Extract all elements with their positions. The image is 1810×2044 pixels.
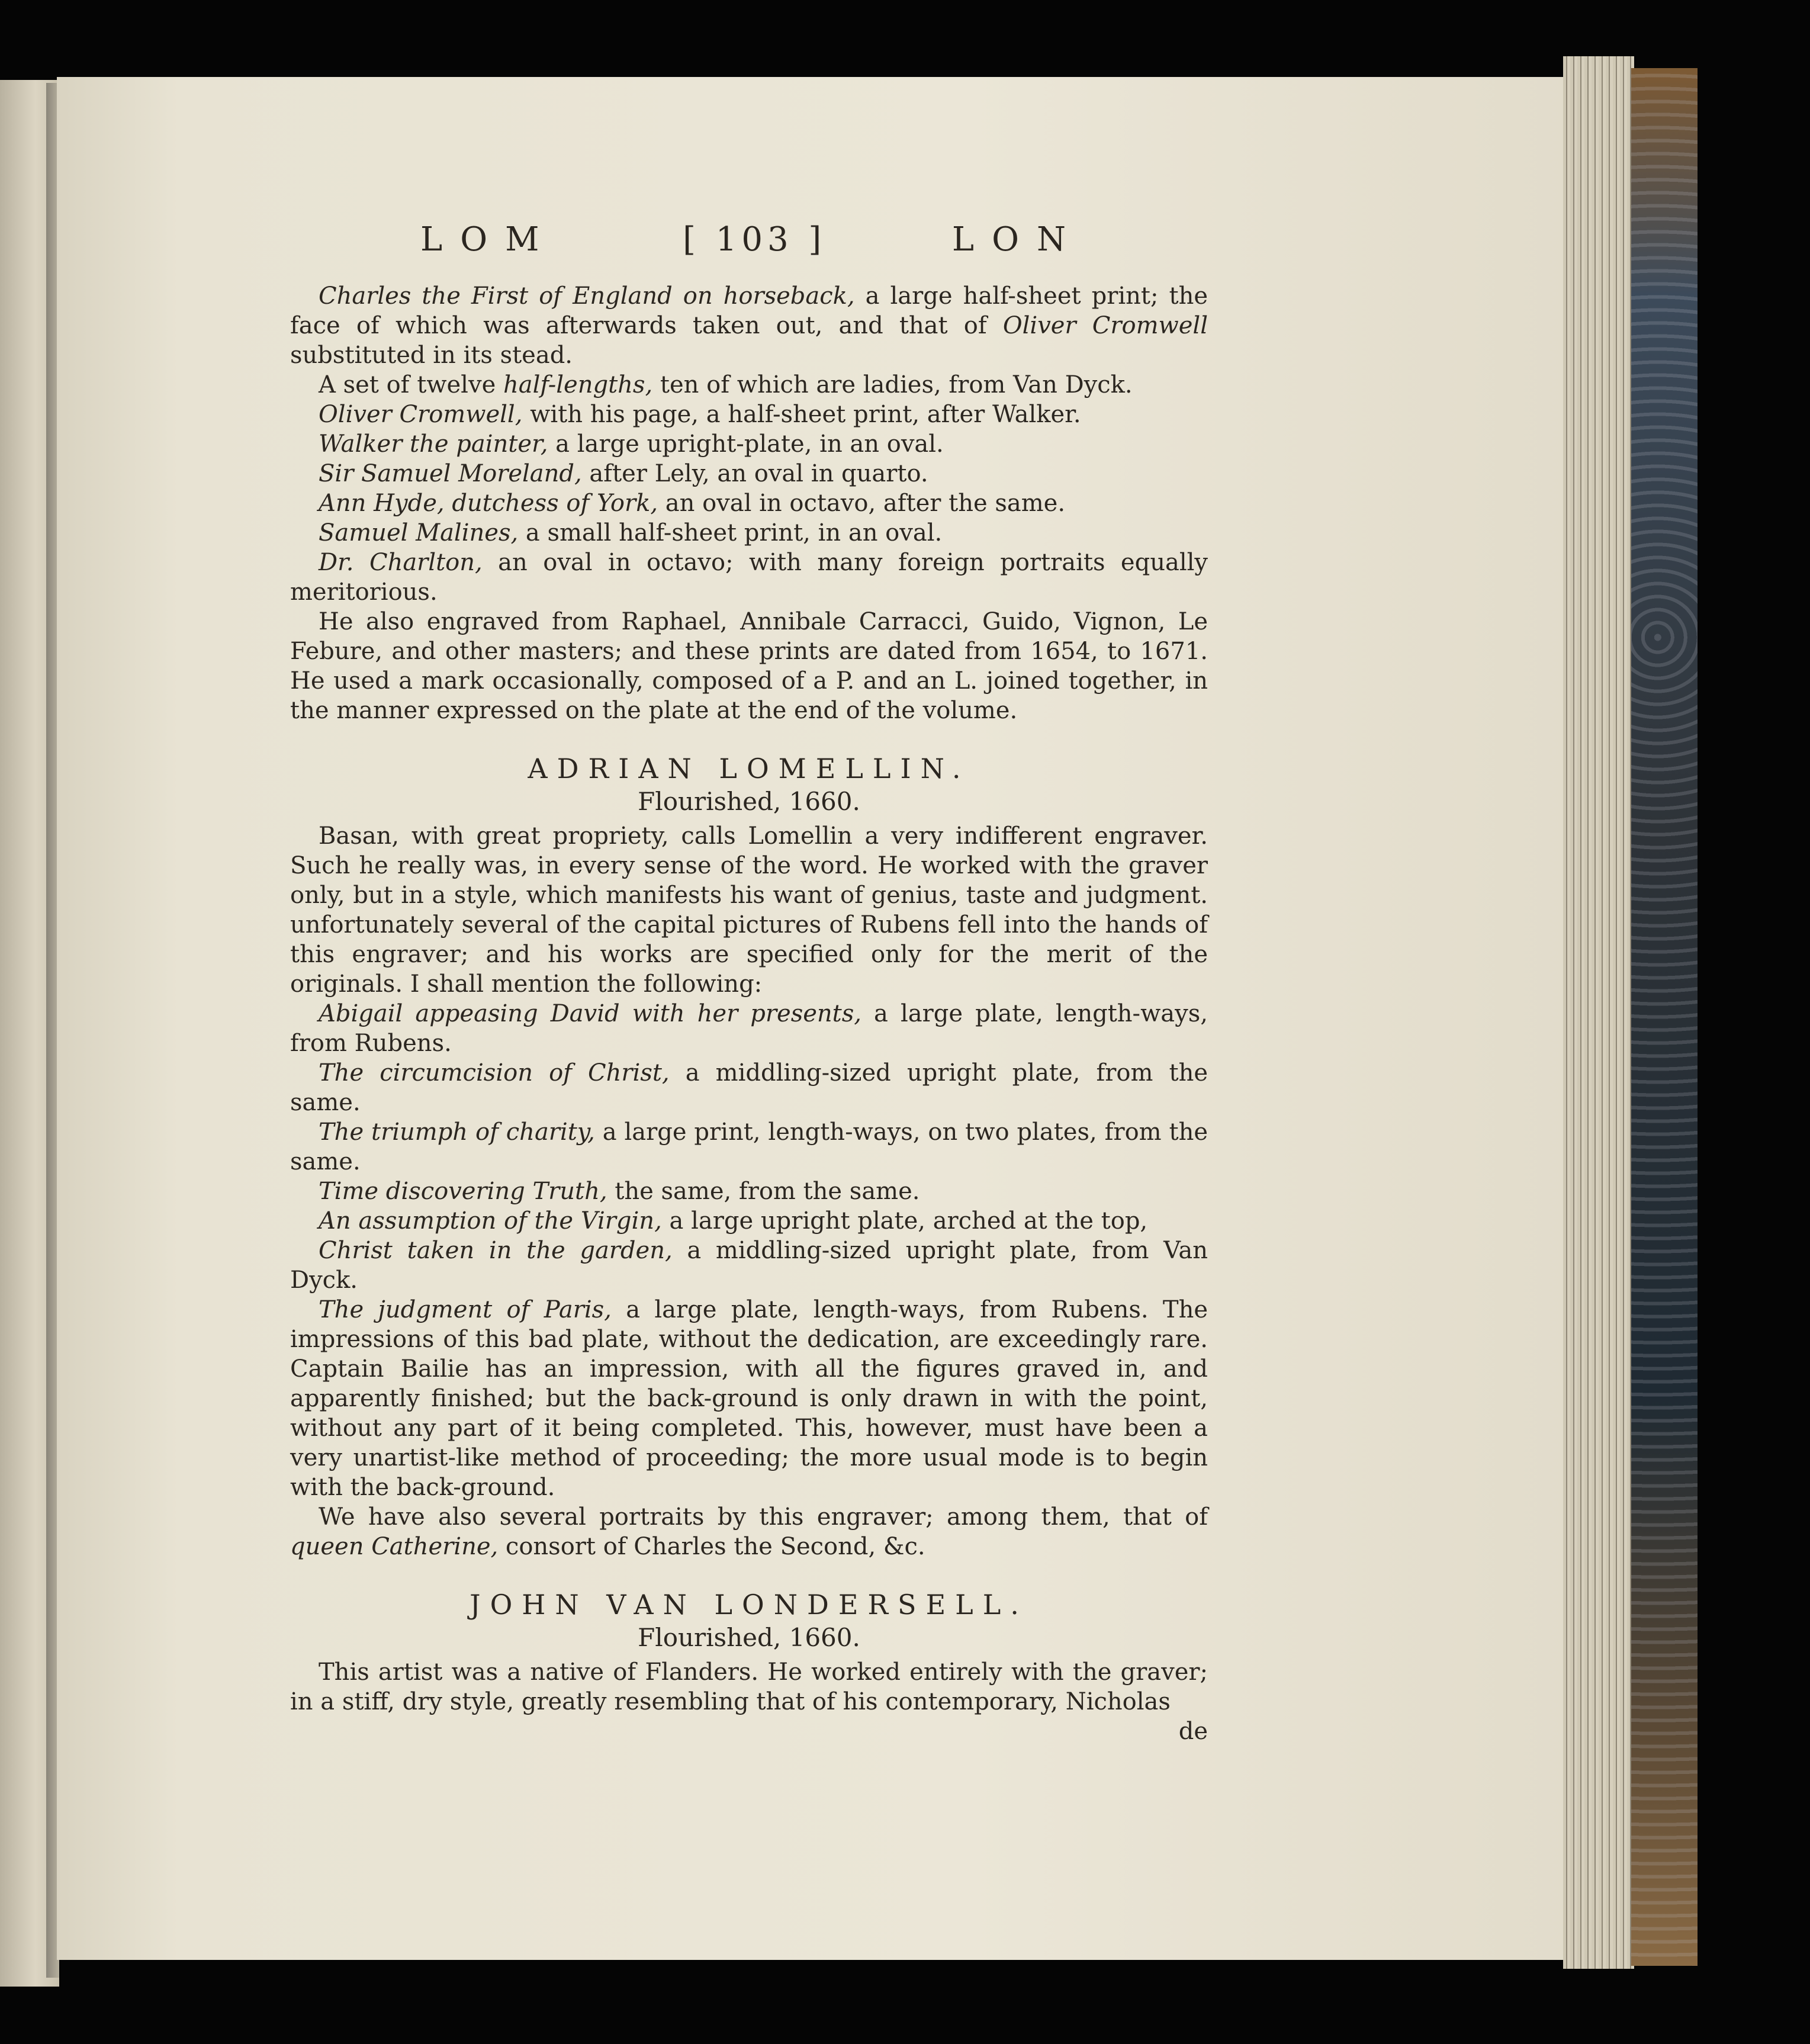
entry-paragraph: The circumcision of Christ, a middling-sized upright plate, from the same. <box>290 1059 1208 1116</box>
entry-paragraph: Christ taken in the garden, a middling-sized upright plate, from Van Dyck. <box>290 1237 1208 1294</box>
page-number: [ 103 ] <box>683 220 827 259</box>
entry-paragraph: Walker the painter, a large upright-plate, in an oval. <box>319 430 944 458</box>
marbled-cover-board <box>1631 68 1698 1966</box>
entry-paragraph: Sir Samuel Moreland, after Lely, an oval in quarto. <box>319 460 928 487</box>
entry-paragraph: The judgment of Paris, a large plate, length-ways, from Rubens. The impressions of this bad plate, without the dedication, are exceedingly rare. Captain Bailie has an impression, with all the figures graved in, and apparently finished; but the back-ground is only drawn in with the point, without any part of it being completed. This, however, must have been a very unartist-like method of proceeding; the more usual mode is to begin with the back-ground. <box>290 1296 1208 1501</box>
body-paragraph: Basan, with great propriety, calls Lomellin a very indifferent engraver. Such he really was, in every sense of the word. He worked with the graver only, but in a style, which manifests his want of genius, taste and judgment. unfortunately several of the capital pictures of Rubens fell into the hands of this engraver; and his works are specified only for the merit of the originals. I shall mention the following: <box>290 822 1208 998</box>
entry-paragraph: Ann Hyde, dutchess of York, an oval in octavo, after the same. <box>319 490 1066 517</box>
page-text <box>290 220 1208 1746</box>
page-fore-edge <box>1563 56 1634 1969</box>
entry-paragraph: Oliver Cromwell, with his page, a half-sheet print, after Walker. <box>319 401 1081 428</box>
artist-heading: ADRIAN LOMELLIN. <box>528 753 970 785</box>
entry-paragraph: Time discovering Truth, the same, from the same. <box>319 1178 920 1205</box>
flourished-date: Flourished, 1660. <box>638 1623 860 1652</box>
flourished-date: Flourished, 1660. <box>638 787 860 816</box>
entry-paragraph: Dr. Charlton, an oval in octavo; with many foreign portraits equally meritorious. <box>290 549 1208 606</box>
entry-paragraph: Charles the First of England on horseback, a large half-sheet print; the face of which was afterwards taken out, and that of Oliver Cromwell substituted in its stead. <box>290 282 1208 369</box>
catchword: de <box>1178 1718 1208 1745</box>
entry-paragraph: Abigail appeasing David with her presents, a large plate, length-ways, from Rubens. <box>290 1000 1208 1057</box>
entry-paragraph: A set of twelve half-lengths, ten of which are ladies, from Van Dyck. <box>319 371 1133 398</box>
entry-paragraph: An assumption of the Virgin, a large upright plate, arched at the top, <box>319 1207 1148 1235</box>
header-right: LON <box>951 220 1084 259</box>
entry-paragraph: The triumph of charity, a large print, length-ways, on two plates, from the same. <box>290 1119 1208 1175</box>
artist-heading: JOHN VAN LONDERSELL. <box>470 1589 1028 1621</box>
body-paragraph: This artist was a native of Flanders. He worked entirely with the graver; in a stiff, dry style, greatly resembling that of his contemporary, Nicholas <box>290 1659 1208 1715</box>
header-left: LOM <box>420 220 557 259</box>
entry-paragraph: We have also several portraits by this engraver; among them, that of queen Catherine, consort of Charles the Second, &c. <box>290 1503 1208 1560</box>
body-paragraph: He also engraved from Raphael, Annibale Carracci, Guido, Vignon, Le Febure, and other masters; and these prints are dated from 1654, to 1671. He used a mark occasionally, composed of a P. and an L. joined together, in the manner expressed on the plate at the end of the volume. <box>290 608 1208 724</box>
entry-paragraph: Samuel Malines, a small half-sheet print, in an oval. <box>319 519 943 547</box>
running-header <box>420 220 1084 259</box>
